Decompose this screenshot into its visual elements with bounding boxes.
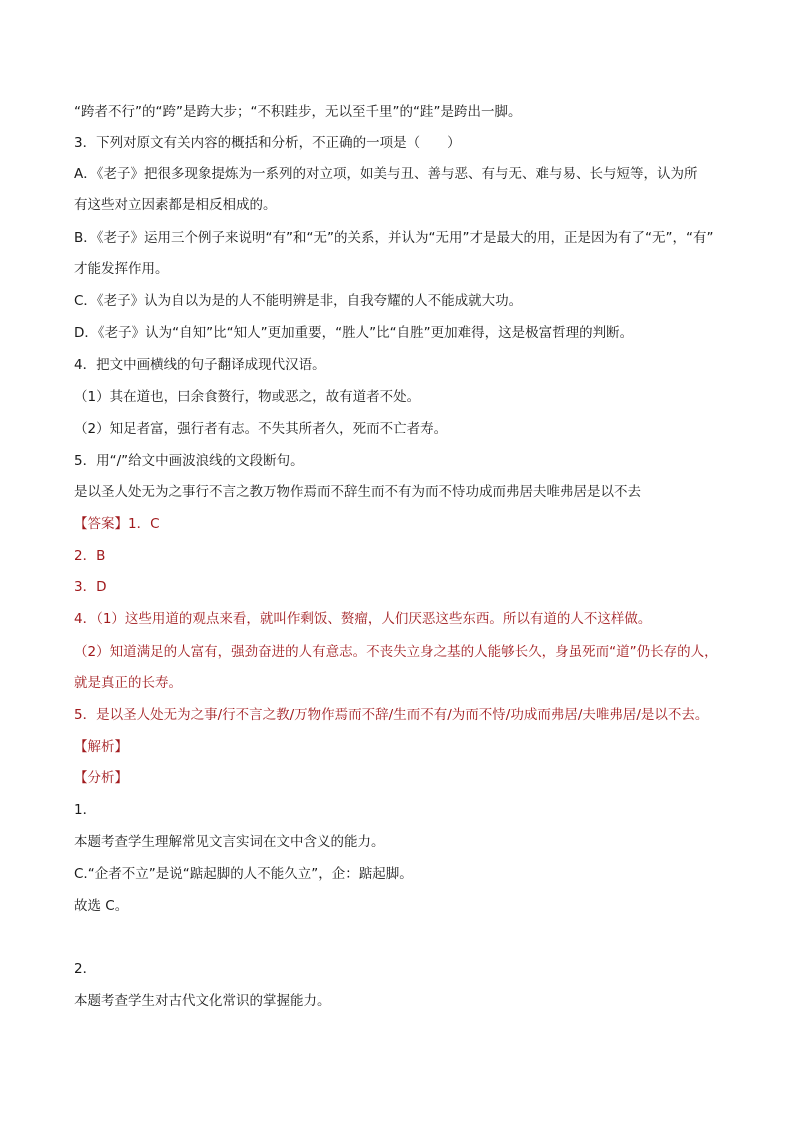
- analysis-1-number: 1．: [74, 802, 97, 818]
- option-c: C．《老子》认为自以为是的人不能明辨是非，自我夸耀的人不能成就大功。: [74, 293, 523, 309]
- analysis-1-choice: 故选 C。: [74, 898, 129, 914]
- answer-5: 5．是以圣人处无为之事/行不言之教/万物作焉而不辞/生而不有/为而不恃/功成而弗居/夫唯弗居/是以不去。: [74, 707, 709, 723]
- analysis-2-text: 本题考查学生对古代文化常识的掌握能力。: [74, 993, 331, 1009]
- answer-2: 2．B: [74, 548, 106, 564]
- option-b-line-1: B．《老子》运用三个例子来说明“有”和“无”的关系，并认为“无用”才是最大的用，正是因为有了“无”，“有”: [74, 230, 714, 246]
- question-5: 5．用“/”给文中画波浪线的文段断句。: [74, 453, 304, 469]
- question-4-part-2: （2）知足者富，强行者有志。不失其所者久，死而不亡者寿。: [74, 421, 448, 437]
- answer-3: 3．D: [74, 579, 107, 595]
- answer-1: 1．C: [128, 516, 160, 532]
- text-line: “跨者不行”的“跨”是跨大步；“不积跬步，无以至千里”的“跬”是跨出一脚。: [74, 104, 522, 120]
- answer-4-part-2-line-2: 就是真正的长寿。: [74, 675, 182, 691]
- option-a-line-2: 有这些对立因素都是相反相成的。: [74, 197, 277, 213]
- option-a-line-1: A．《老子》把很多现象提炼为一系列的对立项，如美与丑、善与恶、有与无、难与易、长与短等，认为所: [74, 166, 698, 182]
- fenxi-tag: 【分析】: [74, 770, 128, 786]
- question-3: 3．下列对原文有关内容的概括和分析，不正确的一项是（ ）: [74, 135, 461, 151]
- analysis-1-detail: C.“企者不立”是说“踮起脚的人不能久立”，企：踮起脚。: [74, 866, 413, 882]
- option-d: D．《老子》认为“自知”比“知人”更加重要，“胜人”比“自胜”更加难得，这是极富哲理的判断。: [74, 325, 634, 341]
- question-4-part-1: （1）其在道也，曰余食赘行，物或恶之，故有道者不处。: [74, 389, 421, 405]
- analysis-1-text: 本题考查学生理解常见文言实词在文中含义的能力。: [74, 834, 385, 850]
- answer-4-part-1: 4．（1）这些用道的观点来看，就叫作剩饭、赘瘤，人们厌恶这些东西。所以有道的人不这样做。: [74, 611, 652, 627]
- answer-4-part-2-line-1: （2）知道满足的人富有，强劲奋进的人有意志。不丧失立身之基的人能够长久，身虽死而“道”仍长存的人，: [74, 644, 718, 660]
- question-5-text: 是以圣人处无为之事行不言之教万物作焉而不辞生而不有为而不恃功成而弗居夫唯弗居是以不去: [74, 484, 641, 500]
- answer-header: [74, 514, 160, 534]
- analysis-tag: 【解析】: [74, 739, 128, 755]
- analysis-2-number: 2．: [74, 961, 97, 977]
- option-b-line-2: 才能发挥作用。: [74, 261, 169, 277]
- question-4: 4．把文中画横线的句子翻译成现代汉语。: [74, 357, 326, 373]
- answer-tag: 【答案】: [74, 516, 128, 532]
